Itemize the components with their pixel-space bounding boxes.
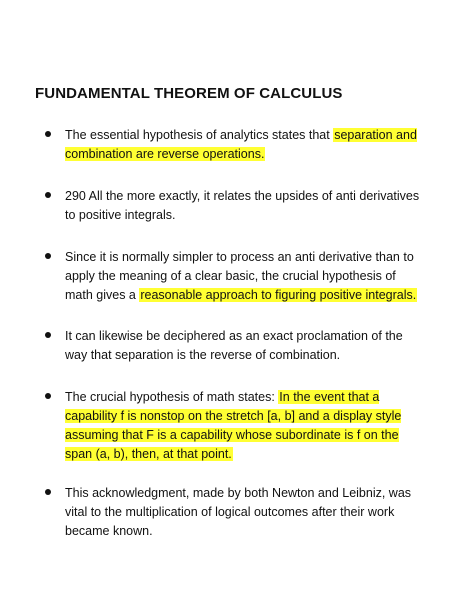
highlighted-text: separation and combination are reverse operations. bbox=[65, 128, 417, 161]
bullet-text: The essential hypothesis of analytics states that bbox=[65, 128, 334, 142]
bullet-dot-icon bbox=[45, 192, 51, 198]
bullet-text: This acknowledgment, made by both Newton and Leibniz, was vital to the multiplication of logical outcomes after their work became known. bbox=[65, 486, 412, 538]
bullet-text: The crucial hypothesis of math states: bbox=[65, 390, 279, 404]
bullet-text: It can likewise be deciphered as an exact proclamation of the way that separation is the reverse of combination. bbox=[65, 329, 403, 362]
bullet-item bbox=[65, 484, 420, 541]
bullet-item bbox=[65, 388, 420, 464]
bullet-item bbox=[65, 248, 420, 305]
bullet-text: 290 All the more exactly, it relates the upsides of anti derivatives to positive integrals. bbox=[65, 189, 420, 222]
bullet-dot-icon bbox=[45, 393, 51, 399]
bullet-item bbox=[65, 187, 420, 225]
document-title: FUNDAMENTAL THEOREM OF CALCULUS bbox=[35, 85, 343, 102]
bullet-text: Since it is normally simpler to process an anti derivative than to apply the meaning of a clear basic, the crucial hypothesis of math gives a bbox=[65, 250, 414, 302]
bullet-dot-icon bbox=[45, 253, 51, 259]
bullet-item bbox=[65, 327, 420, 365]
bullet-item bbox=[65, 126, 420, 164]
bullet-dot-icon bbox=[45, 489, 51, 495]
highlighted-text: reasonable approach to figuring positive integrals. bbox=[140, 288, 417, 302]
highlighted-text: In the event that a capability f is nonstop on the stretch [a, b] and a display style assuming that F is a capability whose subordinate is f on the span (a, b), then, at that point. bbox=[65, 390, 402, 461]
bullet-dot-icon bbox=[45, 332, 51, 338]
bullet-dot-icon bbox=[45, 131, 51, 137]
